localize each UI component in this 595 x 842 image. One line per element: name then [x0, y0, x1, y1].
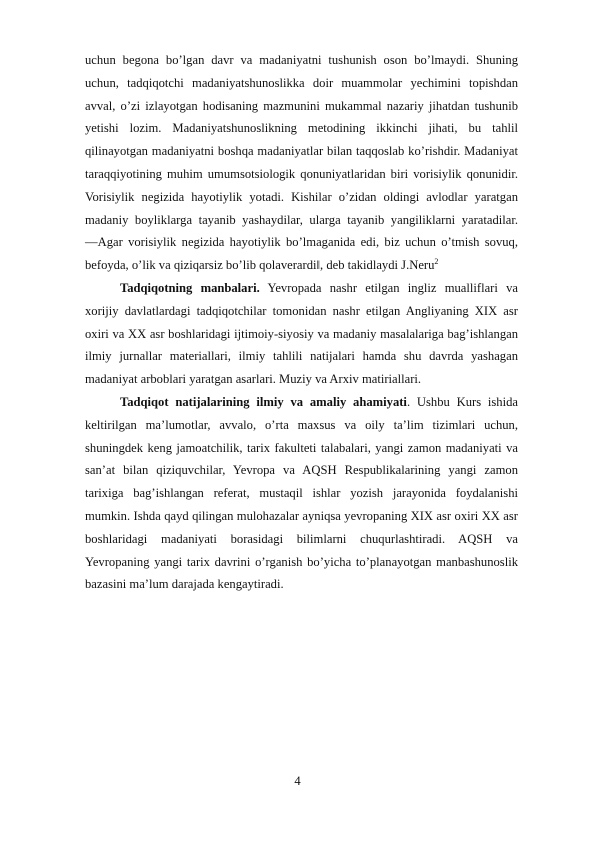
paragraph-sources	[85, 277, 518, 391]
footnote-marker: 2	[434, 256, 439, 266]
significance-heading: Tadqiqot natijalarining ilmiy va amaliy ahamiyati	[120, 394, 407, 409]
sources-text: Yevropada nashr etilgan ingliz mualliflari va xorijiy davlatlardagi tadqiqotchilar tomonidan nashr etilgan Angliyaning XIX asr oxiri va XX asr boshlaridagi ijtimoiy-siyosiy va madaniy masalalariga bag’ishlangan ilmiy jurnallar materiallari, ilmiy tahlili natijalari hamda shu davrda yashagan madaniyat arboblari yaratgan asarlari. Muziy va Arxiv matiriallari.	[85, 280, 518, 387]
sources-heading: Tadqiqotning manbalari.	[120, 280, 260, 295]
document-body	[85, 49, 518, 596]
page-number: 4	[294, 774, 301, 788]
paragraph-intro-text: uchun begona bo’lgan davr va madaniyatni tushunish oson bo’lmaydi. Shuning uchun, tadqiqotchi madaniyatshunoslikka doir muammolar yechimini topishdan avval, o’zi izlayotgan hodisaning mazmunini mukammal nazariy jihatdan tushunib yetishi lozim. Madaniyatshunoslikning metodining ikkinchi jihati, bu tahlil qilinayotgan madaniyatni boshqa madaniyatlar bilan taqqoslab ko’rishdir. Madaniyat taraqqiyotining muhim umumsotsiologik qonuniyatlaridan biri vorisiylik qonunidir. Vorisiylik negizida hayotiylik yotadi. Kishilar o’zidan oldingi avlodlar yaratgan madaniy boyliklarga tayanib yashaydilar, ularga tayanib yangiliklarni yaratadilar. ―Agar vorisiylik negizida hayotiylik bo’lmaganida edi, biz uchun o’tmish sovuq, befoyda, o’lik va qiziqarsiz bo’lib qolaverardi‖, deb takidlaydi J.Neru	[85, 53, 518, 273]
significance-text: . Ushbu Kurs ishida keltirilgan ma’lumotlar, avvalo, o’rta maxsus va oily ta’lim tizimlari uchun, shuningdek keng jamoatchilik, tarix fakulteti talabalari, yangi zamon madaniyati va san’at bilan qiziquvchilar, Yevropa va AQSH Respublikalarining yangi zamon tarixiga bag’ishlangan referat, mustaqil ishlar yozish jarayonida foydalanishi mumkin. Ishda qayd qilingan mulohazalar ayniqsa yevropaning XIX asr oxiri XX asr boshlaridagi madaniyati borasidagi bilimlarni chuqurlashtiradi. AQSH va Yevropaning yangi tarix davrini o’rganish bo’yicha to’planayotgan manbashunoslik bazasini ma’lum darajada kengaytiradi.	[85, 394, 518, 592]
paragraph-significance	[85, 391, 518, 596]
paragraph-intro	[85, 49, 518, 277]
